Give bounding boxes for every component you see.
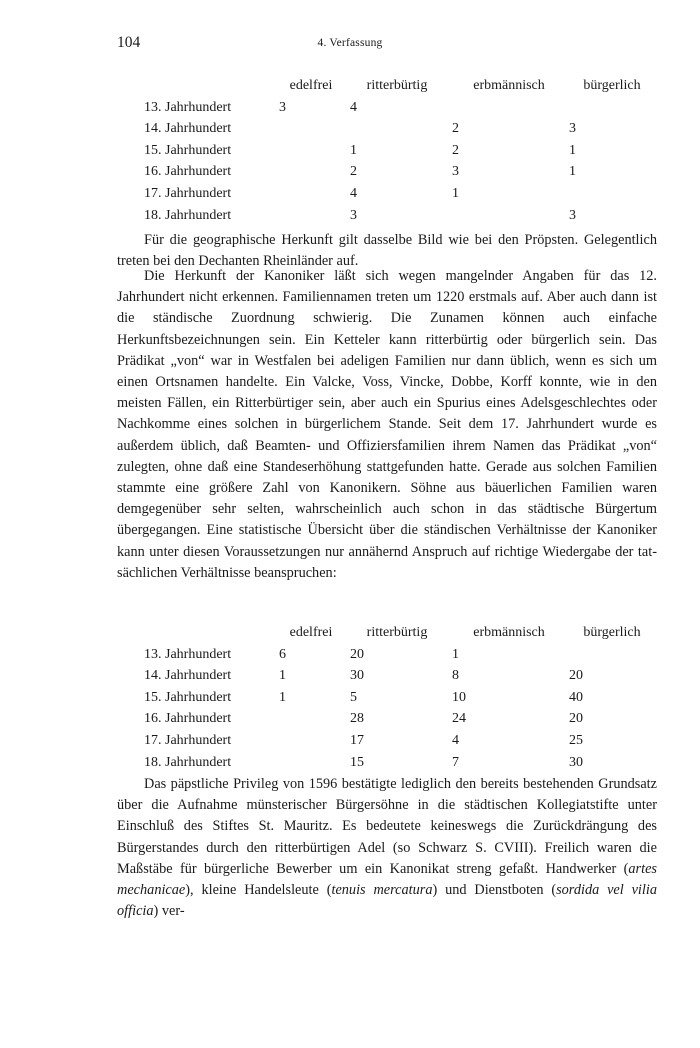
paragraph-geographic-origin: Für die geographische Herkunft gilt dasselbe Bild wie bei den Pröpsten. Gelegentlich treten bei den Dechanten Rheinländer auf. xyxy=(117,232,657,270)
table-cell: 15 xyxy=(350,754,364,770)
column-header: bürgerlich xyxy=(583,625,641,640)
column-header: edelfrei xyxy=(289,625,333,640)
table-cell: 30 xyxy=(569,754,583,770)
row-label: 18. Jahrhundert xyxy=(144,207,232,223)
table-cell: 2 xyxy=(350,164,357,180)
paragraph-text: ), kleine Handelsleute ( xyxy=(185,882,332,899)
table-row xyxy=(117,644,657,666)
table-cell: 1 xyxy=(452,185,459,201)
paragraph-text: ) ver- xyxy=(153,903,185,920)
table-cell: 6 xyxy=(279,646,286,662)
table-row xyxy=(117,687,657,709)
row-label: 17. Jahrhundert xyxy=(144,185,232,201)
table-cell: 10 xyxy=(452,689,466,705)
paragraph-canon-origin: Die Herkunft der Kanoniker läßt sich wegen mangelnder Angaben für das 12. Jahrhundert nicht erkennen. Familiennamen treten um 1220 erstmals auf. Aber auch dann ist die ständische Zuordnung schwierig. Die Zunamen können auch einfache Herkunftsbezeichnungen sein. Ein Ketteler kann ritterbürtig oder bürgerlich sein. Das Prädikat „von“ war in Westfalen bei adeligen Familien nur dann üblich, wenn es sich um einen Ortsnamen handelte. Ein Valcke, Voss, Vincke, Dobbe, Korff konnte, wie in den meisten Fällen, ein Ritterbürtiger sein, aber auch ein Spurius eines Adelsgeschlechtes oder Nachkomme eines solchen in bürgerlichem Stande. Seit dem 17. Jahrhundert wurde es außerdem üblich, daß Beamten- und Offiziersfamilien ihrem Namen das Prädikat „von“ zulegten, ohne daß eine Standeserhöhung stattgefunden hatte. Gerade aus solchen Familien stammte eine größere Zahl von Kanonikern. Söhne aus bäuerlichen Familien waren demgegenüber sehr selten, wahrscheinlich auch schon in das städtische Bürgertum übergegangen. Eine statistische Übersicht über die ständischen Verhältnisse der Kanoniker kann unter diesen Voraussetzungen nur annähernd Anspruch auf richtige Wiedergabe der tatsächlichen Verhältnisse beanspruchen: xyxy=(117,268,657,581)
column-header: ritterbürtig xyxy=(366,78,428,93)
table-cell: 20 xyxy=(569,668,583,684)
table-cell: 3 xyxy=(350,207,357,223)
estate-table-dignitaries xyxy=(117,75,657,226)
paragraph-papal-privilege xyxy=(117,774,657,922)
table-row xyxy=(117,752,657,774)
table-row xyxy=(117,708,657,730)
table-row xyxy=(117,118,657,140)
paragraph-text: Das päpstliche Privileg von 1596 bestätigte lediglich den bereits bestehenden Grundsatz über die Aufnahme münsterischer Bürgersöhne in die städtischen Kollegiatstifte unter Einschluß des Stiftes St. Mauritz. Es bedeutete keineswegs die Zurückdrängung des Bürgerstandes durch den ritterbürtigen Adel (so Schwarz S. CVIII). Freilich waren die Maßstäbe für bürgerliche Bewerber um ein Kanonikat streng gefaßt. Handwerker ( xyxy=(117,776,657,877)
table-row xyxy=(117,140,657,162)
paragraph-text: ) und Dienstboten ( xyxy=(432,882,557,899)
row-label: 13. Jahrhundert xyxy=(144,646,232,662)
table-row xyxy=(117,161,657,183)
table-cell: 8 xyxy=(452,668,459,684)
estate-table-canons xyxy=(117,622,657,773)
latin-term: sordida vel vilia officia xyxy=(117,882,657,920)
table-row xyxy=(117,665,657,687)
table-cell: 3 xyxy=(569,121,576,137)
table-cell: 24 xyxy=(452,711,466,727)
table-row xyxy=(117,97,657,119)
running-head: 4. Verfassung xyxy=(317,37,383,49)
table-row xyxy=(117,730,657,752)
page-number: 104 xyxy=(117,34,141,51)
table-cell: 2 xyxy=(452,142,459,158)
column-header: edelfrei xyxy=(289,78,333,93)
table-cell: 5 xyxy=(350,689,357,705)
table-cell: 20 xyxy=(350,646,364,662)
table-cell: 3 xyxy=(279,99,286,115)
table-cell: 1 xyxy=(452,646,459,662)
table-cell: 1 xyxy=(350,142,357,158)
row-label: 14. Jahrhundert xyxy=(144,668,232,684)
table-cell: 3 xyxy=(452,164,459,180)
row-label: 14. Jahrhundert xyxy=(144,121,232,137)
table-cell: 4 xyxy=(350,99,357,115)
column-header: bürgerlich xyxy=(583,78,641,93)
table-row xyxy=(117,205,657,227)
column-header: ritterbürtig xyxy=(366,625,428,640)
table-cell: 1 xyxy=(279,668,286,684)
row-label: 13. Jahrhundert xyxy=(144,99,232,115)
table-cell: 2 xyxy=(452,121,459,137)
table-cell: 1 xyxy=(569,142,576,158)
latin-term: artes mechanicae xyxy=(117,860,657,899)
table-cell: 17 xyxy=(350,732,364,748)
row-label: 16. Jahrhundert xyxy=(144,711,232,727)
row-label: 15. Jahrhundert xyxy=(144,142,232,158)
table-cell: 40 xyxy=(569,689,583,705)
table-cell: 1 xyxy=(569,164,576,180)
column-header: erbmännisch xyxy=(473,78,545,93)
table-cell: 4 xyxy=(350,185,357,201)
row-label: 17. Jahrhundert xyxy=(144,732,232,748)
table-row xyxy=(117,183,657,205)
row-label: 15. Jahrhundert xyxy=(144,689,232,705)
table-cell: 30 xyxy=(350,668,364,684)
table-cell: 7 xyxy=(452,754,459,770)
table-cell: 3 xyxy=(569,207,576,223)
table-cell: 4 xyxy=(452,732,459,748)
column-header: erbmännisch xyxy=(473,625,545,640)
row-label: 16. Jahrhundert xyxy=(144,164,232,180)
table-header-row xyxy=(117,622,657,644)
table-cell: 28 xyxy=(350,711,364,727)
row-label: 18. Jahrhundert xyxy=(144,754,232,770)
table-cell: 1 xyxy=(279,689,286,705)
table-cell: 20 xyxy=(569,711,583,727)
latin-term: tenuis mercatura xyxy=(331,882,433,899)
table-header-row xyxy=(117,75,657,97)
table-cell: 25 xyxy=(569,732,583,748)
